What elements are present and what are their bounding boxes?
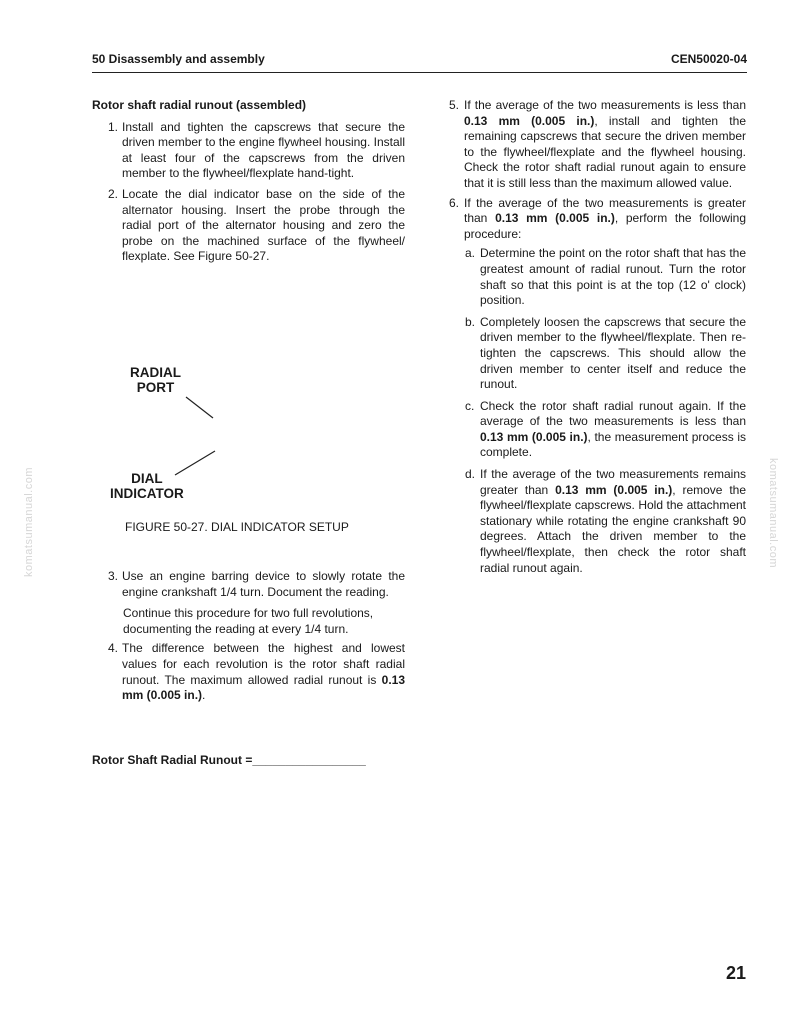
chapter-title: 50 Disassembly and assembly — [92, 52, 265, 66]
threshold-value: 0.13 mm (0.005 in.) — [480, 429, 588, 444]
step-text: Use an engine barring device to slowly rotate the engine crankshaft 1/4 turn. Document the reading. — [122, 569, 405, 599]
procedure-step-5: 5. If the average of the two measurements is less than 0.13 mm (0.005 in.), install and tighten the remaining capscrews that secure the driven member to the flywheel/flexplate and the flywheel housing. Check the rotor shaft radial runout again to ensure that it is still less than the maximum allowed value. — [449, 98, 746, 190]
dial-indicator-label: DIAL INDICATOR — [110, 471, 184, 501]
max-runout-value: 0.13 mm (0.005 in.) — [122, 672, 405, 703]
right-column — [449, 98, 746, 582]
step-number: 1. — [108, 119, 119, 134]
threshold-value: 0.13 mm (0.005 in.) — [464, 113, 595, 128]
step-text: Install and tighten the capscrews that secure the driven member to the engine flywheel housing. Install at least four of the capscrews from the driven member to the flywheel/flexplate hand-tight. — [122, 119, 405, 181]
substep-letter: a. — [465, 246, 476, 261]
procedure-step-3 — [92, 569, 405, 600]
substep-letter: d. — [465, 467, 476, 482]
section-title: Rotor shaft radial runout (assembled) — [92, 98, 307, 112]
figure-caption: FIGURE 50-27. DIAL INDICATOR SETUP — [125, 520, 349, 534]
left-column-lower — [92, 569, 405, 709]
step-number: 6. — [449, 195, 460, 210]
threshold-value: 0.13 mm (0.005 in.) — [555, 482, 673, 497]
substep-letter: b. — [465, 314, 476, 329]
document-code: CEN50020-04 — [670, 52, 747, 66]
runout-record-field: Rotor Shaft Radial Runout =_________________ — [92, 753, 366, 767]
procedure-step-6: 6. If the average of the two measurements is greater than 0.13 mm (0.005 in.), perform the following procedure: — [449, 195, 746, 241]
substep-b: b. Completely loosen the capscrews that secure the driven member to the flywheel/flexplate. Then re-tighten the capscrews. This should allow the driven member to center itself and reduce the runout. — [465, 314, 746, 392]
step-number: 5. — [449, 98, 460, 112]
left-column — [92, 98, 405, 270]
substep-c: c. Check the rotor shaft radial runout again. If the average of the two measurements is less than 0.13 mm (0.005 in.), the measurement process is complete. — [465, 398, 747, 460]
step-number: 3. — [108, 569, 119, 583]
procedure-step-2 — [92, 187, 405, 265]
step-number: 2. — [108, 186, 119, 201]
page-number: 21 — [725, 963, 746, 983]
substep-d: d. If the average of the two measurements remains greater than 0.13 mm (0.005 in.), remove the flywheel/flexplate capscrews. Hold the attachment stationary while rotating the engine crankshaft 90 degrees. Attach the driven member to the flywheel/flexplate, then check the rotor shaft radial runout again. — [465, 467, 747, 575]
threshold-value: 0.13 mm (0.005 in.) — [495, 211, 615, 226]
watermark-right: komatsumanual.com — [767, 458, 779, 568]
step-text: Locate the dial indicator base on the side of the alternator housing. Insert the probe through the radial port of the alternator housing and zero the probe on the machined surface of the flywheel/ flexplate. See Figure 50-27. — [122, 186, 405, 264]
procedure-step-4: 4. The difference between the highest and lowest values for each revolution is the rotor shaft radial runout. The maximum allowed radial runout is 0.13 mm (0.005 in.). — [108, 641, 405, 703]
page-header — [92, 50, 747, 73]
step-3-continuation: Continue this procedure for two full revolutions, documenting the reading at every 1/4 turn. — [123, 606, 374, 636]
substep-a: a. Determine the point on the rotor shaft that has the greatest amount of radial runout. Turn the rotor shaft so that this point is at the top (12 o' clock) position. — [465, 246, 746, 308]
step-number: 4. — [108, 641, 119, 656]
procedure-step-1 — [92, 120, 405, 182]
radial-port-leader-line — [186, 397, 213, 418]
radial-port-label: RADIAL PORT — [130, 365, 181, 395]
step-text: The difference between the highest and lowest values for each revolution is the rotor shaft radial runout. The maximum allowed radial runout is — [122, 641, 405, 687]
substep-letter: c. — [465, 398, 475, 413]
dial-indicator-figure — [100, 360, 400, 510]
watermark-left: komatsumanual.com — [23, 467, 35, 577]
